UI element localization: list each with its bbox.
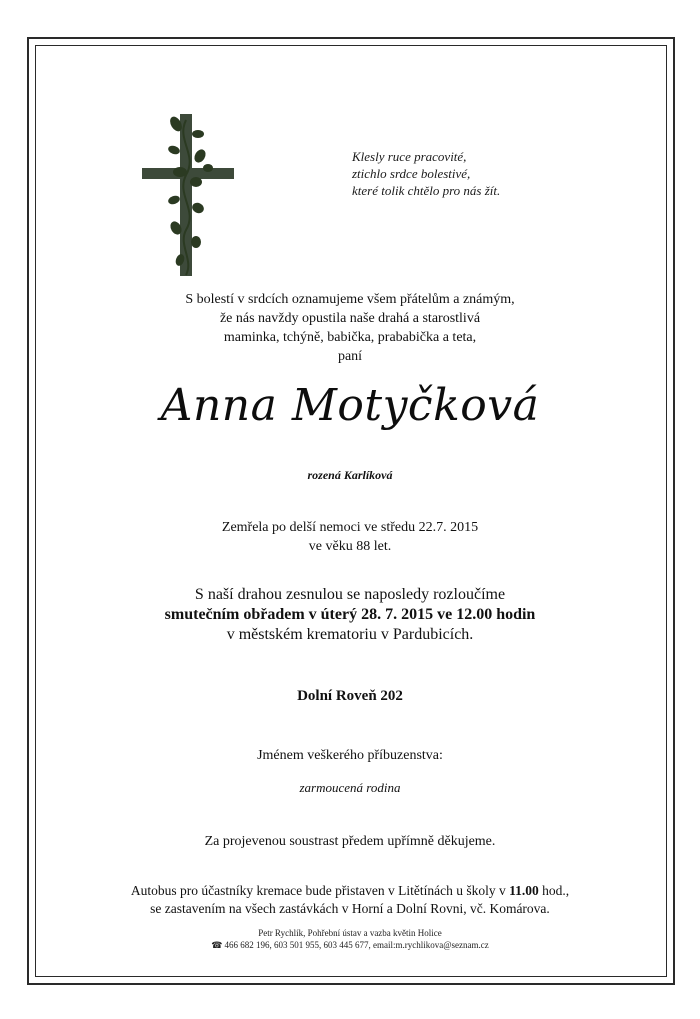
thanks: Za projevenou soustrast předem upřímně děkujeme. [204, 834, 496, 849]
deceased-name: Anna Motyčková [160, 380, 540, 431]
announcement [0, 290, 700, 366]
footer [0, 927, 700, 951]
family-signature: zarmoucená rodina [299, 780, 401, 795]
ceremony-date: smutečním obřadem v úterý 28. 7. 2015 ve 12.00 hodin [164, 606, 536, 623]
announcement-line: maminka, tchýně, babička, prababička a teta, [223, 330, 477, 345]
footer-contact-text: 466 682 196, 603 501 955, 603 445 677, email:m.rychlikova@seznam.cz [224, 940, 489, 950]
address: Dolní Roveň 202 [297, 688, 403, 704]
bus-line [0, 882, 700, 900]
ceremony-line: S naší drahou zesnulou se naposledy rozloučíme [194, 586, 506, 603]
footer-contact [0, 939, 700, 951]
cross-icon [136, 110, 246, 280]
phone-icon: ☎ [211, 940, 223, 950]
on-behalf: Jménem veškerého příbuzenstva: [257, 748, 443, 763]
ceremony-info [0, 585, 700, 645]
death-line: ve věku 88 let. [308, 539, 392, 554]
ceremony-line: v městském krematoriu v Pardubicích. [226, 626, 474, 643]
announcement-line: že nás navždy opustila naše drahá a starostlivá [219, 311, 481, 326]
maiden-name: rozená Karlíková [307, 468, 393, 482]
poem-line: které tolik chtělo pro nás žít. [352, 183, 501, 198]
footer-company: Petr Rychlík, Pohřební ústav a vazba květin Holice [258, 928, 442, 938]
announcement-line: paní [337, 349, 363, 364]
bus-text: Autobus pro účastníky kremace bude přistaven v Litětínách u školy v [130, 883, 506, 898]
bus-text: hod., [542, 883, 570, 898]
poem-line: ztichlo srdce bolestivé, [352, 166, 471, 181]
poem [352, 148, 500, 199]
death-line: Zemřela po delší nemoci ve středu 22.7. 2015 [221, 520, 479, 535]
announcement-line: S bolestí v srdcích oznamujeme všem přátelům a známým, [185, 292, 515, 307]
poem-line: Klesly ruce pracovité, [352, 149, 467, 164]
bus-line: se zastavením na všech zastávkách v Horní a Dolní Rovni, vč. Komárova. [150, 901, 550, 916]
bus-info [0, 882, 700, 918]
death-info [0, 518, 700, 556]
ceremony-line [0, 605, 700, 625]
bus-time: 11.00 [509, 883, 539, 898]
